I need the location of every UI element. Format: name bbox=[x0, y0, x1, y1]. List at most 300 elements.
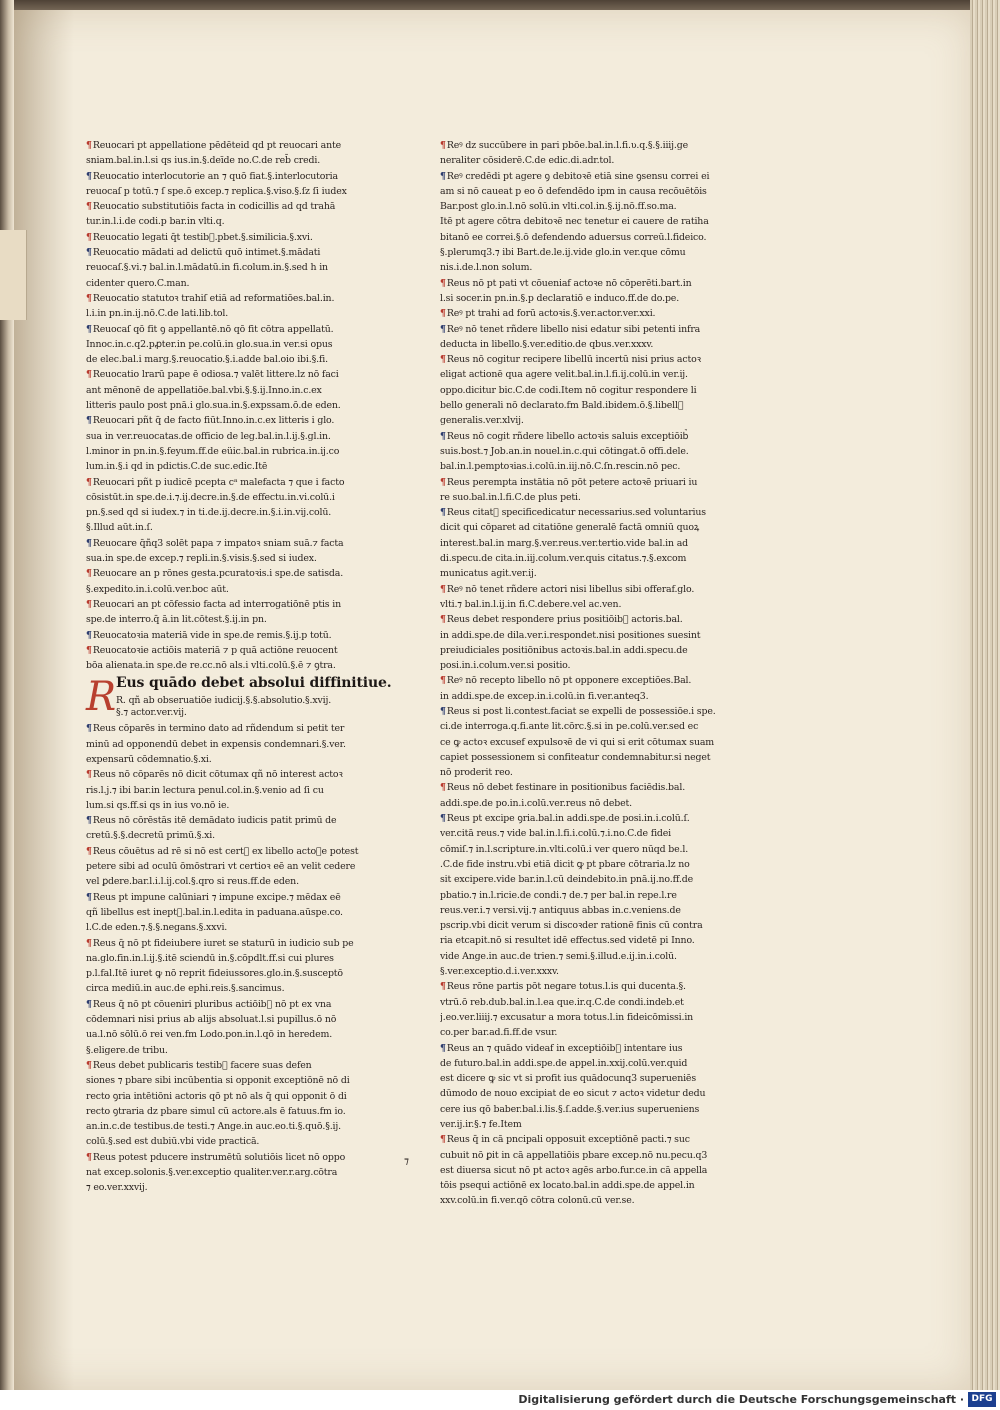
line-text: ant mēnonē de appellatiōe.bal.vbi.§.§.ij.Inno.in.c.ex bbox=[86, 384, 322, 396]
line-text: Reus cōuētus ad rē si nō est cert᷒ ex libello actoꝛe potest bbox=[92, 845, 359, 857]
text-line bbox=[86, 1012, 404, 1027]
line-text: preiudiciales positiōnibus actoꝛis.bal.in addi.specu.de bbox=[440, 644, 688, 656]
text-line bbox=[440, 153, 756, 168]
text-entry bbox=[86, 322, 404, 368]
text-line bbox=[86, 337, 404, 352]
text-line bbox=[440, 964, 756, 979]
paragraph-mark-icon: ¶ bbox=[86, 247, 92, 259]
line-text: bello generali nō declarato.fm Bald.ibidem.ō.§.libell᷒ bbox=[440, 400, 684, 412]
text-entry bbox=[440, 276, 756, 307]
paragraph-mark-icon: ¶ bbox=[440, 614, 446, 626]
text-line bbox=[440, 888, 756, 903]
text-line bbox=[440, 597, 756, 612]
text-line bbox=[440, 796, 756, 811]
text-line bbox=[86, 981, 404, 996]
text-line bbox=[86, 1073, 404, 1088]
line-text: Itē pt agere cōtra debitoꝛē nec tenetur ei cauere de ratiha bbox=[440, 216, 709, 228]
text-line bbox=[440, 245, 756, 260]
text-line bbox=[440, 230, 756, 245]
line-text: generalis.ver.xlvij. bbox=[440, 415, 524, 427]
line-text: sit excipere.vide bar.in.l.cū deindebito.in pnā.ij.no.ff.de bbox=[440, 874, 693, 886]
text-line bbox=[440, 1041, 756, 1056]
text-line bbox=[440, 704, 756, 719]
line-text: sua in ver.reuocatas.de officio de leg.bal.in.l.ij.§.gl.in. bbox=[86, 430, 331, 442]
line-text: ua.l.nō sōlū.ō rei ven.fm Lodo.pon.in.l.qō in heredem. bbox=[86, 1029, 333, 1041]
text-line bbox=[86, 520, 404, 535]
text-line bbox=[440, 459, 756, 474]
line-text: vel ꝑdere.bar.l.i.l.ij.col.§.qro si reus.ff.de eden. bbox=[86, 876, 299, 888]
paragraph-mark-icon: ¶ bbox=[86, 292, 92, 304]
text-entry bbox=[86, 1058, 404, 1150]
line-text: Reꝰ credēdi pt agere ꝯ debitoꝛē etiā sine ꝯsensu correi ei bbox=[446, 170, 710, 182]
text-line bbox=[86, 752, 404, 767]
text-line bbox=[440, 413, 756, 428]
text-line bbox=[86, 551, 404, 566]
text-line bbox=[440, 260, 756, 275]
text-line bbox=[86, 536, 404, 551]
text-line bbox=[86, 322, 404, 337]
text-line bbox=[86, 628, 404, 643]
line-text: vtrū.ō reb.dub.bal.in.l.ea que.ir.q.C.de condi.indeb.et bbox=[440, 996, 684, 1008]
line-text: Reuocatio statutoꝛ trahiſ etiā ad reformatiōes.bal.in. bbox=[92, 292, 335, 304]
line-text: l.C.de eden.⁊.§.§.negans.§.xxvi. bbox=[86, 922, 228, 934]
text-line bbox=[440, 367, 756, 382]
paragraph-mark-icon: ¶ bbox=[440, 308, 446, 320]
line-text: co.per bar.ad.fi.ff.de vsur. bbox=[440, 1027, 558, 1039]
paragraph-mark-icon: ¶ bbox=[440, 170, 446, 182]
text-line bbox=[440, 857, 756, 872]
text-line bbox=[440, 612, 756, 627]
text-line bbox=[440, 199, 756, 214]
line-text: posi.in.i.colum.ver.si positio. bbox=[440, 660, 571, 672]
text-entry bbox=[440, 780, 756, 811]
text-line bbox=[86, 767, 404, 782]
text-entry bbox=[440, 979, 756, 1040]
text-line bbox=[86, 597, 404, 612]
line-text: cubuit nō ꝑit in cā appellatiōis pbare excep.nō nu.pecu.q3 bbox=[440, 1149, 708, 1161]
paragraph-mark-icon: ¶ bbox=[440, 1134, 446, 1146]
line-text: Reus nō debet festinare in positionibus faciēdis.bal. bbox=[446, 782, 686, 794]
text-line bbox=[86, 582, 404, 597]
text-line bbox=[440, 658, 756, 673]
line-text: cretū.§.§.decretū primū.§.xi. bbox=[86, 830, 215, 842]
line-text: Reus q̄ nō pt cōueniri pluribus actiōib᷒ nō pt ex vna bbox=[92, 998, 332, 1010]
right-text-column bbox=[440, 138, 756, 1209]
line-text: Reuocatio interlocutorie an ⁊ quō fiat.§.interlocutoria bbox=[92, 170, 338, 182]
text-entry bbox=[86, 628, 404, 643]
line-text: de elec.bal.i marg.§.reuocatio.§.i.adde bal.oio ibi.§.fi. bbox=[86, 354, 328, 366]
text-line bbox=[86, 1104, 404, 1119]
text-line bbox=[86, 367, 404, 382]
paragraph-mark-icon: ¶ bbox=[86, 598, 92, 610]
line-text: ver.citā reus.⁊ vide bal.in.l.fi.i.colū.⁊.i.no.C.de fidei bbox=[440, 828, 672, 840]
text-line bbox=[86, 429, 404, 444]
paragraph-mark-icon: ¶ bbox=[86, 568, 92, 580]
text-entry bbox=[86, 367, 404, 413]
gutter-shadow bbox=[14, 10, 74, 1390]
line-text: ris.l.j.⁊ ibi bar.in lectura penul.col.in.§.venio ad ſi cu bbox=[86, 784, 324, 796]
line-text: tur.in.l.i.de codi.p bar.in vlti.q. bbox=[86, 216, 225, 228]
text-line bbox=[86, 813, 404, 828]
text-line bbox=[86, 459, 404, 474]
line-text: Reuocatio mādati ad delictū quō intimet.§.mādati bbox=[92, 247, 321, 259]
line-text: est dicere ꝙ sic vt si profit ius quādocunq3 superueniēs bbox=[440, 1073, 696, 1085]
text-entry bbox=[440, 322, 756, 353]
text-line bbox=[86, 169, 404, 184]
paragraph-mark-icon: ¶ bbox=[86, 769, 92, 781]
paragraph-mark-icon: ¶ bbox=[440, 507, 446, 519]
text-line bbox=[86, 276, 404, 291]
line-text: Bar.post glo.in.l.nō solū.in vlti.col.in.§.ij.nō.ff.so.ma. bbox=[440, 201, 677, 213]
line-text: j.eo.ver.liiij.⁊ excusatur a mora totus.l.in fideicōmissi.in bbox=[440, 1011, 694, 1023]
line-text: est diuersa sicut nō pt actoꝛ agēs arbo.fur.ce.in cā appella bbox=[440, 1164, 708, 1176]
line-text: Reus nō cogit rñdere libello actoꝛis saluis exceptiōib᷒ bbox=[446, 430, 689, 442]
paragraph-mark-icon: ¶ bbox=[440, 476, 446, 488]
text-line bbox=[86, 199, 404, 214]
line-text: Reuocatio lrarū pape ē odiosa.⁊ valēt littere.lz nō faci bbox=[92, 369, 339, 381]
text-entry bbox=[440, 582, 756, 613]
heading-subline: §.⁊ actor.ver.vij. bbox=[116, 707, 187, 719]
paragraph-mark-icon: ¶ bbox=[86, 891, 92, 903]
line-text: §.eligere.de tribu. bbox=[86, 1044, 168, 1056]
text-line bbox=[440, 1010, 756, 1025]
line-text: nis.i.de.l.non solum. bbox=[440, 262, 533, 274]
line-text: cōsistūt.in spe.de.i.⁊.ij.decre.in.§.de effectu.in.vi.colū.i bbox=[86, 491, 335, 503]
line-text: lum.in.§.i qd in pdictis.C.de suc.edic.Itē bbox=[86, 461, 268, 473]
text-entry bbox=[440, 704, 756, 780]
line-text: ce ꝙ actoꝛ excusef expulsoꝛē de vi qui si erit cōtumax suam bbox=[440, 736, 715, 748]
text-line bbox=[440, 1025, 756, 1040]
line-text: recto ꝯtraria dz pbare simul cū actore.als ē fatuus.fm io. bbox=[86, 1105, 346, 1117]
text-line bbox=[440, 582, 756, 597]
line-text: Reus cōparēs in termino dato ad rñdendum si petit ter bbox=[92, 723, 345, 735]
line-text: Reuocatoꝛia materiā vide in spe.de remis.§.ij.p totū. bbox=[92, 629, 332, 641]
line-text: ⁊ eo.ver.xxvij. bbox=[86, 1182, 148, 1194]
line-text: an.in.c.de testibus.de testi.⁊ Ange.in auc.eo.ti.§.quō.§.ij. bbox=[86, 1121, 341, 1133]
line-text: Reus debet publicaris testib᷒ facere suas defen bbox=[92, 1059, 312, 1071]
line-text: ver.ij.ir.§.⁊ fe.Item bbox=[440, 1119, 522, 1130]
paragraph-mark-icon: ¶ bbox=[86, 201, 92, 213]
line-text: de futuro.bal.in addi.spe.de appel.in.xxij.colū.ver.quid bbox=[440, 1057, 688, 1069]
text-line bbox=[440, 1178, 756, 1193]
line-text: circa mediū.in auc.de ephi.reis.§.sancimus. bbox=[86, 983, 285, 995]
line-text: Reuocare q̄ñq3 solēt papa ⁊ impatoꝛ sniam suā.⁊ facta bbox=[92, 537, 344, 549]
text-line bbox=[86, 505, 404, 520]
text-entry bbox=[86, 890, 404, 936]
text-line bbox=[440, 628, 756, 643]
text-line bbox=[440, 475, 756, 490]
text-line bbox=[86, 658, 404, 673]
text-line bbox=[440, 551, 756, 566]
line-text: reus.ver.i.⁊ versi.vij.⁊ antiquus abbas in.c.veniens.de bbox=[440, 904, 681, 916]
text-entry bbox=[440, 169, 756, 276]
text-line bbox=[86, 721, 404, 736]
line-text: siones ⁊ pbare sibi incūbentia si opponit exceptiōnē nō di bbox=[86, 1075, 350, 1087]
paragraph-mark-icon: ¶ bbox=[86, 1151, 92, 1163]
text-entry bbox=[86, 291, 404, 322]
text-line bbox=[86, 874, 404, 889]
paragraph-mark-icon: ¶ bbox=[440, 981, 446, 993]
text-line bbox=[440, 918, 756, 933]
text-entry bbox=[440, 1041, 756, 1133]
text-line bbox=[86, 1180, 404, 1195]
text-entry bbox=[86, 844, 404, 890]
line-text: addi.spe.de po.in.i.colū.ver.reus nō debet. bbox=[440, 797, 632, 809]
line-text: l.minor in pn.in.§.feyum.ff.de eüic.bal.in rubrica.in.ij.co bbox=[86, 445, 340, 457]
line-text: reuocaſ p totū.⁊ ſ spe.ō excep.⁊ replica.§.viso.§.ſz ſi iudex bbox=[86, 185, 347, 197]
line-text: vlti.⁊ bal.in.l.ij.in fi.C.debere.vel ac.ven. bbox=[440, 598, 622, 610]
text-line bbox=[440, 291, 756, 306]
text-line bbox=[86, 1027, 404, 1042]
dfg-logo: DFG bbox=[968, 1392, 996, 1407]
line-text: Reuocatio substitutiōis facta in codicillis ad qd trahā bbox=[92, 201, 336, 213]
line-text: Reus rōne partis pōt negare totus.l.is qui ducenta.§. bbox=[446, 981, 686, 993]
paragraph-mark-icon: ¶ bbox=[86, 815, 92, 827]
line-text: in addi.spe.de dila.ver.i.respondet.nisi positiones suesint bbox=[440, 629, 701, 641]
line-text: §.ver.exceptio.d.i.ver.xxxv. bbox=[440, 966, 559, 978]
text-entry bbox=[440, 352, 756, 428]
line-text: l.i.in pn.in.ij.nō.C.de lati.lib.tol. bbox=[86, 308, 229, 320]
paragraph-mark-icon: ¶ bbox=[440, 583, 446, 595]
text-line bbox=[440, 398, 756, 413]
text-entry bbox=[86, 475, 404, 536]
line-text: Reuocari pñt q̄ de facto fiūt.Inno.in.c.ex litteris i glo. bbox=[92, 415, 335, 427]
text-entry bbox=[440, 1132, 756, 1208]
line-text: capiet possessionem si confiteatur condemnabitur.si neget bbox=[440, 751, 711, 763]
line-text: Reus citat᷒ specificedicatur necessarius.sed voluntarius bbox=[446, 507, 706, 519]
paragraph-mark-icon: ¶ bbox=[86, 170, 92, 182]
text-line bbox=[86, 214, 404, 229]
line-text: expensarū cōdemnatio.§.xi. bbox=[86, 753, 212, 765]
line-text: l.si socer.in pn.in.§.p declaratiō e induco.ff.de do.pe. bbox=[440, 292, 680, 304]
line-text: dūmodo de nouo excipiat de eo sicut ⁊ actoꝛ videtur dedu bbox=[440, 1088, 706, 1100]
text-line bbox=[86, 798, 404, 813]
line-text: Reꝰ nō tenet rñdere actori nisi libellus sibi offeraf.glo. bbox=[446, 583, 695, 595]
paragraph-mark-icon: ¶ bbox=[440, 782, 446, 794]
text-line bbox=[440, 169, 756, 184]
heading-subline: R. qñ ab obseruatiōe iudicij.§.§.absolutio.§.xvij. bbox=[116, 695, 332, 707]
text-line bbox=[440, 765, 756, 780]
page-edges-stack bbox=[970, 0, 1000, 1390]
line-text: qñ libellus est inept᷒.bal.in.l.edita in paduana.aūspe.co. bbox=[86, 906, 343, 918]
line-text: cere ius qō baber.bal.i.lis.§.ſ.adde.§.ver.ius superueniens bbox=[440, 1103, 700, 1115]
text-line bbox=[440, 1086, 756, 1101]
paragraph-mark-icon: ¶ bbox=[86, 723, 92, 735]
text-line bbox=[440, 995, 756, 1010]
line-text: am si nō caueat p eo ō defendēdo ipm in causa recōuētōis bbox=[440, 185, 707, 197]
text-entry bbox=[86, 413, 404, 474]
paragraph-mark-icon: ¶ bbox=[86, 369, 92, 381]
text-line bbox=[86, 997, 404, 1012]
text-line bbox=[86, 1150, 404, 1165]
text-entry bbox=[86, 997, 404, 1058]
text-line bbox=[440, 750, 756, 765]
text-entry bbox=[440, 612, 756, 673]
text-line bbox=[86, 951, 404, 966]
text-line bbox=[86, 905, 404, 920]
paragraph-mark-icon: ¶ bbox=[440, 705, 446, 717]
line-text: bitanō ee correi.§.ō defendendo aduersus correū.l.fideico. bbox=[440, 231, 707, 243]
text-line bbox=[86, 783, 404, 798]
paragraph-mark-icon: ¶ bbox=[86, 415, 92, 427]
text-line bbox=[86, 291, 404, 306]
text-line bbox=[440, 444, 756, 459]
line-text: Reuocatio legati q̄t testib᷒.pbet.§.similicia.§.xvi. bbox=[92, 231, 313, 243]
text-line bbox=[440, 735, 756, 750]
line-text: litteris paulo post pnā.i glo.sua.in.§.expssam.ō.de eden. bbox=[86, 400, 341, 412]
text-entry bbox=[86, 536, 404, 567]
line-text: Reus si post li.contest.faciat se expelli de possessiōe.i spe. bbox=[446, 705, 716, 717]
line-text: cōdemnari nisi prius ab alijs absoluat.l.si pupillus.ō nō bbox=[86, 1014, 337, 1026]
text-line bbox=[86, 1058, 404, 1073]
line-text: bal.in.l.pemptoꝛias.i.colū.in.iij.nō.C.ſn.rescin.nō pec. bbox=[440, 461, 681, 473]
line-text: Reus q̄ in cā pncipali opposuit exceptiōnē pacti.⁊ suc bbox=[446, 1134, 690, 1146]
line-text: minū ad opponendū debet in expensis condemnari.§.ver. bbox=[86, 738, 346, 750]
text-entry bbox=[86, 566, 404, 597]
paragraph-mark-icon: ¶ bbox=[86, 998, 92, 1010]
paragraph-mark-icon: ¶ bbox=[440, 813, 446, 825]
line-text: in addi.spe.de excep.in.i.colū.in fi.ver.anteq3. bbox=[440, 690, 649, 702]
text-entry bbox=[440, 306, 756, 321]
line-text: Reuocari an pt cōfessio facta ad interrogatiōnē ptis in bbox=[92, 598, 342, 610]
paragraph-mark-icon: ¶ bbox=[86, 231, 92, 243]
text-line bbox=[440, 979, 756, 994]
line-text: Reus potest pducere instrumētū solutiōis licet nō oppo bbox=[92, 1151, 346, 1163]
text-line bbox=[440, 536, 756, 551]
line-text: Reus perempta instātia nō pōt petere actoꝛē priuari iu bbox=[446, 476, 698, 488]
text-entry bbox=[86, 597, 404, 628]
text-line bbox=[86, 306, 404, 321]
text-line bbox=[86, 1089, 404, 1104]
paragraph-mark-icon: ¶ bbox=[86, 140, 92, 151]
text-line bbox=[86, 737, 404, 752]
line-text: municatus agit.ver.ij. bbox=[440, 568, 537, 580]
text-line bbox=[440, 673, 756, 688]
paragraph-mark-icon: ¶ bbox=[86, 845, 92, 857]
text-line bbox=[86, 566, 404, 581]
text-line bbox=[86, 352, 404, 367]
paragraph-mark-icon: ¶ bbox=[86, 644, 92, 656]
text-line bbox=[440, 949, 756, 964]
text-line bbox=[440, 276, 756, 291]
line-text: oppo.dicitur bic.C.de codi.Item nō cogitur respondere li bbox=[440, 384, 697, 396]
text-line bbox=[86, 383, 404, 398]
line-text: §.plerumq3.⁊ ibi Bart.de.le.ij.vide glo.in ver.que cōmu bbox=[440, 247, 686, 259]
paragraph-mark-icon: ¶ bbox=[86, 537, 92, 549]
funding-credit: Digitalisierung gefördert durch die Deutsche Forschungsgemeinschaft · bbox=[518, 1393, 964, 1406]
line-text: na.glo.fin.in.l.ij.§.itē sciendū in.§.cōpdlt.ff.si cui plures bbox=[86, 952, 334, 964]
initial-letter: R bbox=[86, 674, 116, 721]
line-text: eligat actionē qua agere velit.bal.in.l.fi.ij.colū.in ver.ij. bbox=[440, 369, 688, 381]
line-text: dicit qui cōparet ad citatiōne generalē factā omniū quoꝝ bbox=[440, 522, 700, 534]
left-text-column bbox=[86, 138, 404, 1196]
line-text: §.Illud aūt.in.ſ. bbox=[86, 522, 153, 534]
text-line bbox=[86, 184, 404, 199]
line-text: pbatio.⁊ in.l.ricie.de condi.⁊ de.⁊ per bal.in repe.l.re bbox=[440, 889, 677, 901]
text-entry bbox=[86, 936, 404, 997]
line-text: interest.bal.in marg.§.ver.reus.ver.tertio.vide bal.in ad bbox=[440, 537, 689, 549]
text-line bbox=[440, 566, 756, 581]
line-text: cōmiſ.⁊ in.l.scripture.in.vlti.colū.i ver quero nūqd be.l. bbox=[440, 843, 689, 855]
line-text: Reuocatoꝛie actiōis materiā ⁊ p quā actiōne reuocent bbox=[92, 644, 338, 656]
text-line bbox=[440, 1102, 756, 1117]
page-mark: ⁊ bbox=[404, 1156, 409, 1167]
line-text: Reuocare an p rōnes gesta.pcuratoꝛis.i spe.de satisda. bbox=[92, 568, 344, 580]
line-text: suis.bost.⁊ Job.an.in nouel.in.c.qui cōtingat.ō offi.dele. bbox=[440, 445, 689, 457]
line-text: Reꝰ pt trahi ad forū actoꝛis.§.ver.actor.ver.xxi. bbox=[446, 308, 656, 320]
line-text: .C.de fide instru.vbi etiā dicit ꝙ pt pbare cōtraria.lz no bbox=[440, 858, 690, 870]
paragraph-mark-icon: ¶ bbox=[440, 430, 446, 442]
line-text: Reuocari pñt p iudicē pcepta cᵃ malefacta ⁊ que i facto bbox=[92, 476, 345, 488]
line-text: vide Ange.in auc.de trien.⁊ semi.§.illud.e.ij.in.i.colū. bbox=[440, 950, 677, 962]
line-text: nō proderit reo. bbox=[440, 767, 513, 779]
text-line bbox=[440, 780, 756, 795]
text-line bbox=[440, 184, 756, 199]
text-line bbox=[86, 413, 404, 428]
line-text: Reus nō pt pati vt cōueniaf actoꝛe nō cōperēti.bart.in bbox=[446, 277, 692, 289]
text-line bbox=[440, 1056, 756, 1071]
paragraph-mark-icon: ¶ bbox=[86, 323, 92, 335]
line-text: colū.§.sed est dubiū.vbi vide practicā. bbox=[86, 1136, 260, 1148]
text-line bbox=[86, 1043, 404, 1058]
line-text: §.expedito.in.i.colū.ver.boc aūt. bbox=[86, 583, 229, 595]
line-text: re suo.bal.in.l.fi.C.de plus peti. bbox=[440, 491, 581, 503]
text-line bbox=[86, 245, 404, 260]
text-line bbox=[86, 398, 404, 413]
text-line bbox=[440, 322, 756, 337]
paragraph-mark-icon: ¶ bbox=[440, 1042, 446, 1054]
text-entry bbox=[86, 138, 404, 169]
text-line bbox=[86, 828, 404, 843]
text-line bbox=[440, 719, 756, 734]
line-text: tōis psequi actiōnē ex locato.bal.in addi.spe.de appel.in bbox=[440, 1180, 695, 1192]
text-line bbox=[440, 214, 756, 229]
text-entry bbox=[440, 673, 756, 704]
text-line bbox=[86, 444, 404, 459]
line-text: nat excep.solonis.§.ver.exceptio qualiter.ver.r.arg.cōtra bbox=[86, 1167, 338, 1178]
text-line bbox=[86, 475, 404, 490]
section-heading bbox=[86, 675, 404, 719]
text-line bbox=[440, 689, 756, 704]
line-text: cidenter quero.C.man. bbox=[86, 277, 190, 289]
line-text: neraliter cōsiderē.C.de edic.di.adr.tol. bbox=[440, 155, 615, 167]
paragraph-mark-icon: ¶ bbox=[440, 354, 446, 366]
line-text: Reus nō cōrēstās itē demādato iudicis patit primū de bbox=[92, 815, 337, 827]
text-line bbox=[86, 612, 404, 627]
text-line bbox=[440, 138, 756, 153]
paragraph-mark-icon: ¶ bbox=[440, 277, 446, 289]
line-text: petere sibi ad oculū ōmōstrari vt certioꝛ eē an velit cedere bbox=[86, 861, 356, 873]
text-entry bbox=[440, 811, 756, 979]
text-entry bbox=[86, 245, 404, 291]
text-line bbox=[440, 872, 756, 887]
text-entry bbox=[86, 721, 404, 767]
text-line bbox=[440, 429, 756, 444]
paragraph-mark-icon: ¶ bbox=[86, 1059, 92, 1071]
line-text: p.l.fal.Itē iuret ꝙ nō reprit fideiussores.glo.in.§.susceptō bbox=[86, 968, 343, 980]
text-line bbox=[86, 1119, 404, 1134]
text-entry bbox=[86, 767, 404, 813]
line-text: Reus nō cogitur recipere libellū incertū nisi prius actoꝛ bbox=[446, 354, 701, 366]
text-line bbox=[440, 643, 756, 658]
text-entry bbox=[86, 230, 404, 245]
heading-title: Eus quādo debet absolui diffinitiue. bbox=[116, 675, 392, 692]
paragraph-mark-icon: ¶ bbox=[86, 629, 92, 641]
text-line bbox=[440, 1193, 756, 1208]
line-text: Reꝰ nō tenet rñdere libello nisi edatur sibi petenti infra bbox=[446, 323, 701, 335]
line-text: Reuocari pt appellatione pēdēteid qd pt reuocari ante bbox=[92, 140, 341, 151]
text-line bbox=[86, 966, 404, 981]
